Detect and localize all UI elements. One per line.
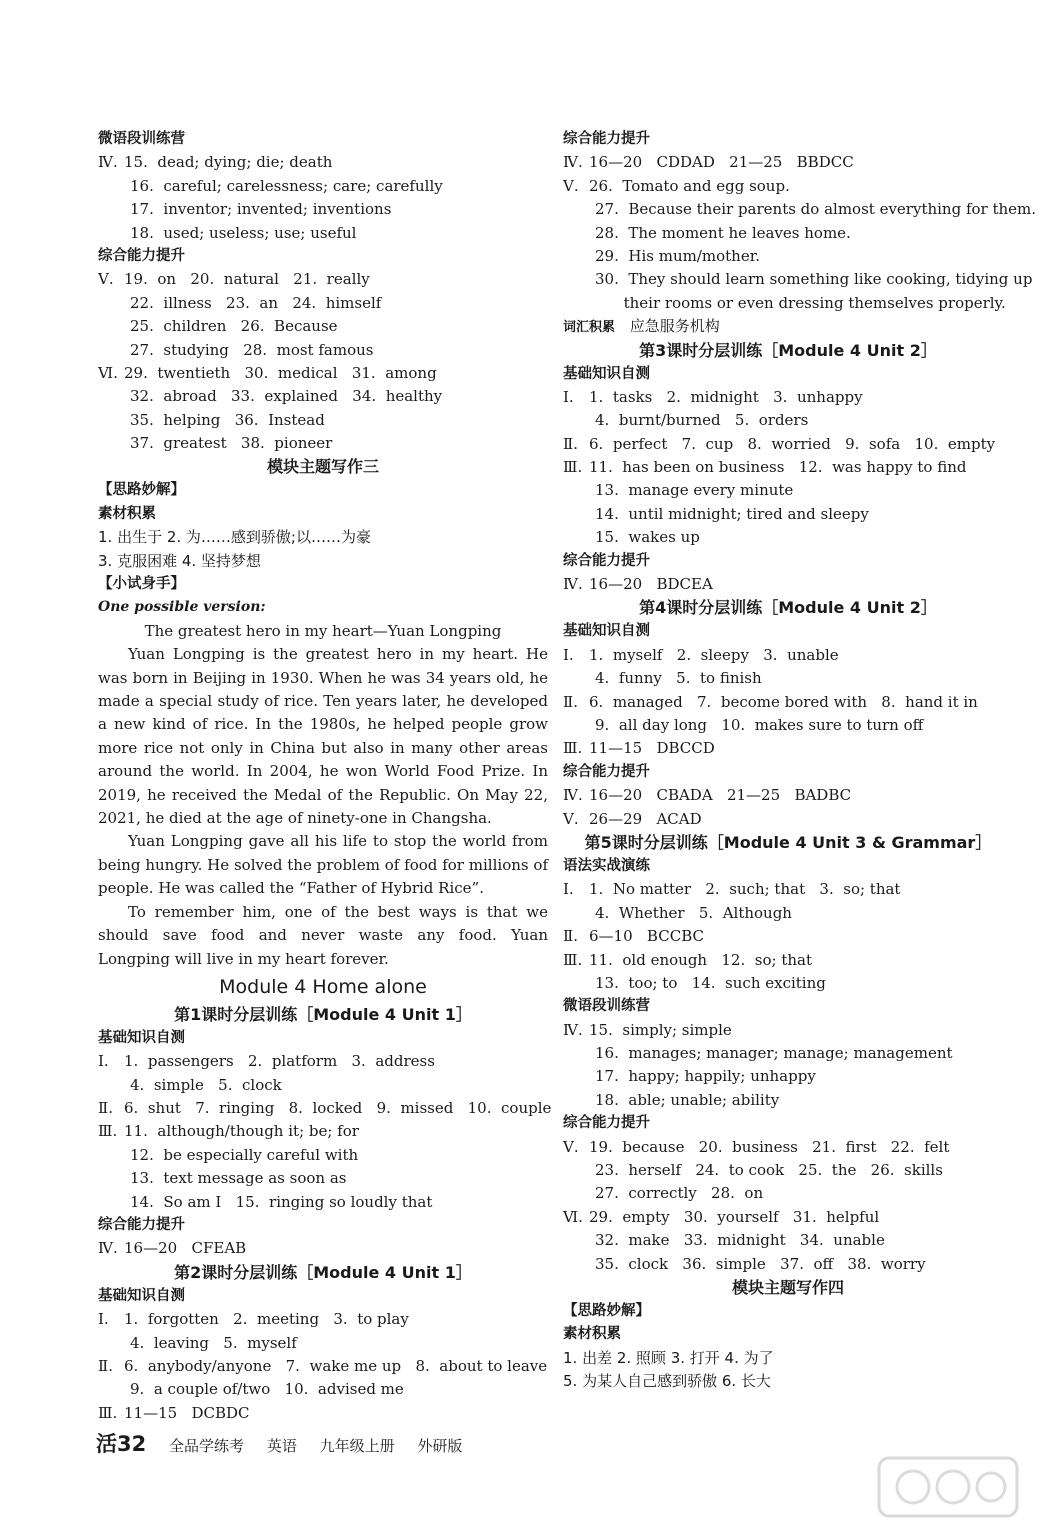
roman-numeral: Ⅲ. xyxy=(563,739,583,758)
answer-row xyxy=(563,784,1013,807)
answer-row xyxy=(563,1253,1013,1276)
section-heading: 基础知识自测 xyxy=(563,623,650,640)
answer-row xyxy=(563,386,1013,409)
section-heading: 综合能力提升 xyxy=(563,763,650,780)
roman-numeral: Ⅱ. xyxy=(563,434,578,453)
answer-row xyxy=(98,292,548,315)
answer-text: 27. correctly 28. on xyxy=(595,1184,764,1203)
section-heading: 基础知识自测 xyxy=(98,1029,185,1046)
answer-text: 11—15 DBCCD xyxy=(589,739,715,758)
answer-text: 26—29 ACAD xyxy=(589,809,702,828)
answer-text: 27. studying 28. most famous xyxy=(130,340,374,359)
answer-list xyxy=(563,151,1037,315)
answer-text: 4. simple 5. clock xyxy=(130,1075,282,1094)
answer-text: 11. although/though it; be; for xyxy=(124,1122,359,1141)
answer-row xyxy=(563,878,1013,901)
answer-text: their rooms or even dressing themselves properly. xyxy=(595,293,1006,312)
answer-row xyxy=(563,433,1013,456)
section-heading: 综合能力提升 xyxy=(98,247,185,264)
answer-text: 32. make 33. midnight 34. unable xyxy=(595,1231,885,1250)
module-title: Module 4 Home alone xyxy=(219,975,427,998)
answer-row xyxy=(98,1402,548,1425)
section-heading: 综合能力提升 xyxy=(563,552,650,569)
answer-text: 29. empty 30. yourself 31. helpful xyxy=(589,1207,880,1226)
answer-text: 35. helping 36. Instead xyxy=(130,410,325,429)
answer-row xyxy=(563,714,1013,737)
answer-list xyxy=(563,573,1013,596)
answer-text: 35. clock 36. simple 37. off 38. worry xyxy=(595,1254,926,1273)
answer-text: 1. myself 2. sleepy 3. unable xyxy=(589,645,839,664)
answer-row xyxy=(563,949,1013,972)
answer-text: 9. all day long 10. makes sure to turn off xyxy=(595,715,924,734)
answer-row xyxy=(98,268,548,291)
roman-numeral: Ⅲ. xyxy=(98,1122,118,1141)
roman-numeral: Ⅰ. xyxy=(563,387,574,406)
roman-numeral: Ⅱ. xyxy=(98,1099,113,1118)
answer-text: 4. burnt/burned 5. orders xyxy=(595,411,809,430)
answer-text: 16—20 CFEAB xyxy=(124,1239,247,1258)
answer-row xyxy=(98,315,548,338)
idea-heading: 【思路妙解】 xyxy=(563,1302,650,1319)
roman-numeral: Ⅵ. xyxy=(98,363,118,382)
roman-numeral: Ⅳ. xyxy=(98,153,118,172)
answer-text: 17. inventor; invented; inventions xyxy=(130,200,392,219)
answer-row xyxy=(98,1144,548,1167)
answer-row xyxy=(98,1074,548,1097)
section-heading: 微语段训练营 xyxy=(98,131,185,147)
answer-text: 16—20 CDDAD 21—25 BBDCC xyxy=(589,153,854,172)
answer-text: 37. greatest 38. pioneer xyxy=(130,434,333,453)
answer-text: 12. be especially careful with xyxy=(130,1145,359,1164)
section-heading: 综合能力提升 xyxy=(563,131,650,147)
roman-numeral: Ⅲ. xyxy=(563,458,583,477)
roman-numeral: Ⅴ. xyxy=(563,176,579,195)
answer-text: 13. manage every minute xyxy=(595,481,794,500)
material-heading: 素材积累 xyxy=(98,505,156,522)
answer-text: 25. children 26. Because xyxy=(130,317,338,336)
roman-numeral: Ⅲ. xyxy=(563,950,583,969)
answer-row xyxy=(98,222,548,245)
answer-text: 11. old enough 12. so; that xyxy=(589,950,812,969)
answer-row xyxy=(98,1308,548,1331)
answer-text: 1. tasks 2. midnight 3. unhappy xyxy=(589,387,863,406)
answer-row xyxy=(98,409,548,432)
roman-numeral: Ⅴ. xyxy=(563,809,579,828)
answer-text: 30. They should learn something like cooking, tidying up xyxy=(595,270,1033,289)
left-column xyxy=(98,128,552,1425)
answer-text: 13. too; to 14. such exciting xyxy=(595,973,826,992)
answer-row xyxy=(563,245,1013,268)
answer-row xyxy=(98,1120,548,1143)
answer-row xyxy=(563,292,1013,315)
answer-row xyxy=(563,1182,1013,1205)
answer-row xyxy=(563,456,1013,479)
right-column xyxy=(563,128,1037,1394)
answer-text: 1. passengers 2. platform 3. address xyxy=(124,1052,435,1071)
roman-numeral: Ⅳ. xyxy=(563,575,583,594)
try-heading: 【小试身手】 xyxy=(98,576,185,593)
series-name: 全品学练考 xyxy=(169,1437,245,1455)
answer-list xyxy=(563,1136,1013,1276)
answer-row xyxy=(563,175,1013,198)
roman-numeral: Ⅵ. xyxy=(563,1207,583,1226)
roman-numeral: Ⅳ. xyxy=(563,153,583,172)
answer-row xyxy=(563,1065,1013,1088)
answer-row xyxy=(98,1237,548,1260)
answer-row xyxy=(98,1191,548,1214)
answer-text: 28. The moment he leaves home. xyxy=(595,223,851,242)
answer-text: 6—10 BCCBC xyxy=(589,927,704,946)
roman-numeral: Ⅱ. xyxy=(98,1356,113,1375)
answer-text: 1. forgotten 2. meeting 3. to play xyxy=(124,1310,409,1329)
watermark-logo xyxy=(873,1452,1023,1522)
answer-row xyxy=(563,151,1013,174)
section-heading: 综合能力提升 xyxy=(98,1217,185,1234)
answer-row xyxy=(563,1159,1013,1182)
answer-text: 9. a couple of/two 10. advised me xyxy=(130,1380,404,1399)
answer-row xyxy=(563,526,1013,549)
essay-title: The greatest hero in my heart—Yuan Longping xyxy=(144,621,502,640)
page-number: 活32 xyxy=(96,1432,147,1456)
vocab-text: 应急服务机构 xyxy=(629,317,720,336)
idea-heading: 【思路妙解】 xyxy=(98,482,185,499)
answer-list xyxy=(563,1019,1013,1113)
writing-4-title: 模块主题写作四 xyxy=(731,1277,844,1297)
answer-row xyxy=(563,409,1013,432)
essay-paragraph: Yuan Longping gave all his life to stop the world from being hungry. He solved the problem of food for millions of people. He was called the “Father of Hybrid Rice”. xyxy=(98,832,548,898)
answer-text: 29. His mum/mother. xyxy=(595,246,761,265)
answer-text: 15. dead; dying; die; death xyxy=(124,153,333,172)
essay-paragraph: Yuan Longping is the greatest hero in my heart. He was born in Beijing in 1930. When he was 34 years old, he made a special study of rice. Ten years later, he developed a new kind of rice. In the 1980s, he helped people grow more rice not only in China but also in many other areas around the world. In 2004, he won World Food Prize. In 2019, he received the Medal of the Republic. On May 22, 2021, he died at the age of ninety-one in Changsha. xyxy=(98,645,548,828)
answer-text: 22. illness 23. an 24. himself xyxy=(130,293,382,312)
watermark-icon xyxy=(873,1452,1023,1522)
answer-row xyxy=(563,644,1013,667)
answer-row xyxy=(563,1089,1013,1112)
answer-row xyxy=(563,1042,1013,1065)
answer-row xyxy=(563,1136,1013,1159)
roman-numeral: Ⅰ. xyxy=(98,1310,109,1329)
answer-row xyxy=(98,175,548,198)
roman-numeral: Ⅱ. xyxy=(563,692,578,711)
answer-text: 27. Because their parents do almost everything for them. xyxy=(595,200,1037,219)
answer-row xyxy=(98,362,548,385)
answer-text: 6. managed 7. become bored with 8. hand it in xyxy=(589,692,978,711)
vocab-line xyxy=(563,315,1013,338)
answer-text: 6. shut 7. ringing 8. locked 9. missed 10. couple xyxy=(124,1099,552,1118)
answer-row xyxy=(563,691,1013,714)
answer-row xyxy=(98,151,548,174)
vocab-label: 词汇积累 xyxy=(563,320,616,336)
answer-text: 26. Tomato and egg soup. xyxy=(589,176,790,195)
edition-name: 外研版 xyxy=(417,1437,463,1455)
roman-numeral: Ⅰ. xyxy=(563,645,574,664)
answer-list xyxy=(563,878,1013,995)
answer-text: 23. herself 24. to cook 25. the 26. skills xyxy=(595,1161,943,1180)
answer-text: 32. abroad 33. explained 34. healthy xyxy=(130,387,443,406)
answer-list xyxy=(98,1050,552,1214)
answer-text: 17. happy; happily; unhappy xyxy=(595,1067,816,1086)
answer-text: 1. No matter 2. such; that 3. so; that xyxy=(589,880,901,899)
answer-row xyxy=(98,1167,548,1190)
roman-numeral: Ⅲ. xyxy=(98,1403,118,1422)
answer-row xyxy=(563,1206,1013,1229)
answer-row xyxy=(98,1050,548,1073)
answer-list xyxy=(98,1308,548,1425)
answer-row xyxy=(98,1378,548,1401)
lesson-5-title: 第5课时分层训练［Module 4 Unit 3 & Grammar］ xyxy=(584,832,992,852)
answer-text: 4. Whether 5. Although xyxy=(595,903,792,922)
section-heading: 微语段训练营 xyxy=(563,998,650,1015)
lesson-1-title: 第1课时分层训练［Module 4 Unit 1］ xyxy=(174,1004,472,1024)
material-heading: 素材积累 xyxy=(563,1326,621,1343)
answer-row xyxy=(98,385,548,408)
answer-text: 4. funny 5. to finish xyxy=(595,669,762,688)
roman-numeral: Ⅰ. xyxy=(98,1052,109,1071)
answer-row xyxy=(563,268,1033,291)
answer-text: 29. twentieth 30. medical 31. among xyxy=(124,363,437,382)
answer-text: 19. on 20. natural 21. really xyxy=(124,270,370,289)
answer-row xyxy=(98,198,548,221)
essay-paragraph: To remember him, one of the best ways is that we should save food and never waste any food. Yuan Longping will live in my heart forever. xyxy=(98,902,548,968)
answer-row xyxy=(563,1019,1013,1042)
answer-text: 16. manages; manager; manage; management xyxy=(595,1044,953,1063)
answer-text: 16—20 BDCEA xyxy=(589,575,713,594)
lesson-2-title: 第2课时分层训练［Module 4 Unit 1］ xyxy=(174,1262,472,1282)
answer-text: 6. anybody/anyone 7. wake me up 8. about to leave xyxy=(124,1356,548,1375)
section-heading: 语法实战演练 xyxy=(563,857,650,874)
answer-row xyxy=(98,1097,552,1120)
answer-text: 15. wakes up xyxy=(595,528,700,547)
roman-numeral: Ⅳ. xyxy=(563,786,583,805)
subject-name: 英语 xyxy=(266,1437,297,1455)
version-label: One possible version: xyxy=(98,599,266,616)
answer-text: 19. because 20. business 21. first 22. felt xyxy=(589,1137,950,1156)
answer-row xyxy=(98,1355,548,1378)
grade-name: 九年级上册 xyxy=(319,1437,395,1455)
section-heading: 综合能力提升 xyxy=(563,1115,650,1132)
answer-row xyxy=(563,503,1013,526)
answer-list xyxy=(563,784,1013,831)
answer-row xyxy=(98,339,548,362)
lesson-3-title: 第3课时分层训练［Module 4 Unit 2］ xyxy=(639,340,937,360)
answer-text: 14. So am I 15. ringing so loudly that xyxy=(130,1192,433,1211)
material-line: 1. 出差 2. 照顾 3. 打开 4. 为了 xyxy=(563,1348,774,1367)
answer-list xyxy=(563,386,1013,550)
answer-row xyxy=(563,479,1013,502)
answer-row xyxy=(563,667,1013,690)
answer-list xyxy=(98,1237,548,1260)
answer-text: 18. able; unable; ability xyxy=(595,1090,780,1109)
answer-text: 16—20 CBADA 21—25 BADBC xyxy=(589,786,852,805)
roman-numeral: Ⅴ. xyxy=(563,1137,579,1156)
answer-text: 16. careful; carelessness; care; carefully xyxy=(130,176,443,195)
answer-text: 11—15 DCBDC xyxy=(124,1403,250,1422)
answer-list xyxy=(563,644,1013,761)
material-line: 1. 出生于 2. 为……感到骄傲;以……为豪 xyxy=(98,528,371,547)
answer-row xyxy=(98,432,548,455)
answer-list xyxy=(98,268,548,455)
answer-text: 15. simply; simple xyxy=(589,1020,732,1039)
answer-row xyxy=(563,1229,1013,1252)
lesson-4-title: 第4课时分层训练［Module 4 Unit 2］ xyxy=(639,598,937,618)
answer-row xyxy=(563,925,1013,948)
answer-row xyxy=(563,972,1013,995)
answer-text: 13. text message as soon as xyxy=(130,1169,347,1188)
answer-text: 14. until midnight; tired and sleepy xyxy=(595,504,869,523)
answer-row xyxy=(563,222,1013,245)
page-footer xyxy=(96,1430,462,1458)
roman-numeral: Ⅰ. xyxy=(563,880,574,899)
roman-numeral: Ⅳ. xyxy=(98,1239,118,1258)
answer-row xyxy=(98,1332,548,1355)
answer-row xyxy=(563,737,1013,760)
roman-numeral: Ⅱ. xyxy=(563,927,578,946)
answer-row xyxy=(563,902,1013,925)
answer-list xyxy=(98,151,548,245)
answer-text: 11. has been on business 12. was happy to find xyxy=(589,458,967,477)
answer-text: 18. used; useless; use; useful xyxy=(130,223,357,242)
roman-numeral: Ⅴ. xyxy=(98,270,114,289)
answer-row xyxy=(563,198,1037,221)
answer-text: 6. perfect 7. cup 8. worried 9. sofa 10. empty xyxy=(589,434,996,453)
roman-numeral: Ⅳ. xyxy=(563,1020,583,1039)
section-heading: 基础知识自测 xyxy=(563,365,650,382)
answer-text: 4. leaving 5. myself xyxy=(130,1333,297,1352)
section-heading: 基础知识自测 xyxy=(98,1287,185,1304)
writing-3-title: 模块主题写作三 xyxy=(266,457,379,477)
sample-essay xyxy=(98,620,548,971)
material-line: 5. 为某人自己感到骄傲 6. 长大 xyxy=(563,1372,771,1391)
material-line: 3. 克服困难 4. 坚持梦想 xyxy=(98,551,261,570)
answer-row xyxy=(563,573,1013,596)
answer-row xyxy=(563,808,1013,831)
